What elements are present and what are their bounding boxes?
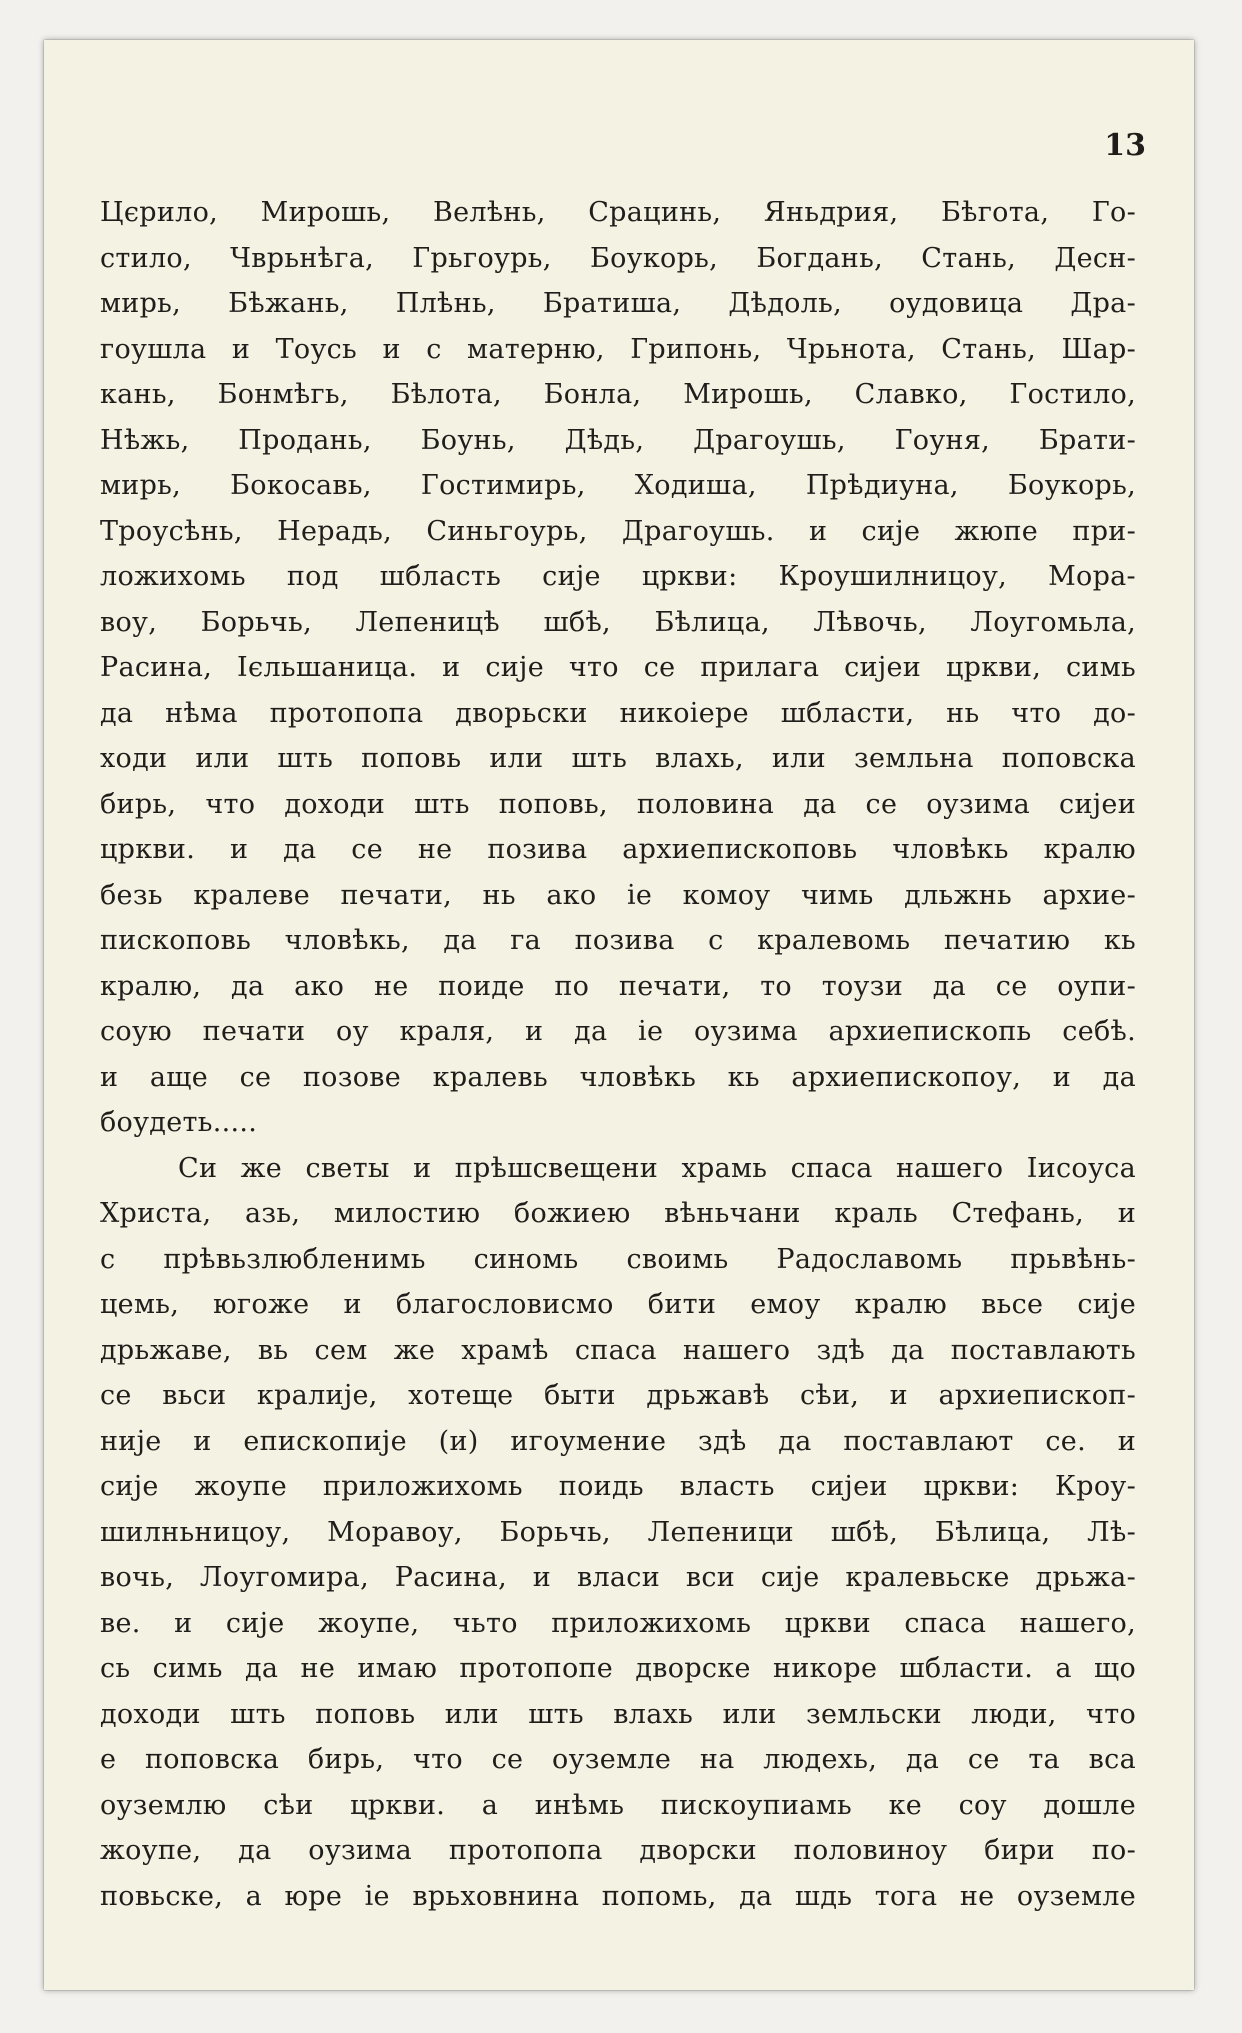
text-line: сь симь да не имаю протопопе дворске никоре шбласти. а що: [100, 1653, 1136, 1684]
text-line: није и епископије (и) игоумение здѣ да поставлают се. и: [100, 1425, 1136, 1457]
text-line: мирь, Бѣжань, Плѣнь, Братиша, Дѣдоль, оудовица Дра-: [100, 288, 1136, 319]
text-line: доходи шть поповь или шть влахь или земльски люди, что: [100, 1698, 1136, 1730]
text-line: кралю, да ако не поиде по печати, то тоузи да се оупи-: [100, 970, 1136, 1002]
document-page: [44, 40, 1194, 1990]
text-line: Расина, Ієльшаница. и сије что се прилага сијеи цркви, симь: [100, 652, 1136, 683]
text-line: Христа, азь, милостию божиею вѣньчани краль Стефань, и: [100, 1198, 1136, 1229]
text-line: оуземлю сѣи цркви. а инѣмь пискоупиамь ке соу дошле: [100, 1789, 1136, 1821]
text-line: ходи или шть поповь или шть влахь, или земльна поповска: [100, 743, 1136, 774]
text-line: кань, Бонмѣгь, Бѣлота, Бонла, Мирошь, Славко, Гостило,: [100, 379, 1136, 410]
text-line: бирь, что доходи шть поповь, половина да се оузима сијеи: [100, 788, 1136, 820]
text-line: мирь, Бокосавь, Гостимирь, Ходиша, Прѣдиуна, Боукорь,: [100, 470, 1136, 501]
text-line: повьске, а юре іе врьховнина попомь, да шдь тога не оуземле: [100, 1880, 1136, 1912]
text-line: с прѣвьзлюбленимь синомь своимь Радославомь прьвѣнь-: [100, 1243, 1136, 1275]
text-line: жоупе, да оузима протопопа дворски половиноу бири по-: [100, 1835, 1136, 1866]
text-line: стило, Чврьнѣга, Грьгоурь, Боукорь, Богдань, Стань, Десн-: [100, 242, 1136, 274]
text-line: соую печати оу краля, и да іе оузима архиепископь себѣ.: [100, 1016, 1136, 1047]
text-line: и аще се позове кралевь чловѣкь кь архиепископоу, и да: [100, 1061, 1136, 1093]
text-line: гоушла и Тоусь и с матерню, Грипонь, Чрьнота, Стань, Шар-: [100, 333, 1136, 365]
body-text: [100, 190, 1136, 1919]
text-line: цемь, югоже и благословисмо бити емоу кралю вьсе сије: [100, 1289, 1136, 1320]
text-line: пископовь чловѣкь, да га позива с кралевомь печатию кь: [100, 925, 1136, 956]
text-line: Нѣжь, Продань, Боунь, Дѣдь, Драгоушь, Гоуня, Брати-: [100, 424, 1136, 456]
text-line: безь кралеве печати, нь ако іе комоу чимь дльжнь архие-: [100, 879, 1136, 911]
text-line: дрьжаве, вь сем же храмѣ спаса нашего здѣ да поставлають: [100, 1334, 1136, 1366]
text-line: боудеть.....: [100, 1107, 258, 1138]
text-line: е поповска бирь, что се оуземле на людехь, да се та вса: [100, 1744, 1136, 1775]
text-line: цркви. и да се не позива архиепископовь чловѣкь кралю: [100, 834, 1136, 865]
text-line: ве. и сије жоупе, чьто приложихомь цркви спаса нашего,: [100, 1607, 1136, 1639]
text-line: Троусѣнь, Нерадь, Синьгоурь, Драгоушь. и сије жюпе при-: [100, 515, 1136, 547]
text-line: шилньницоу, Моравоу, Борьчь, Лепеници шбѣ, Бѣлица, Лѣ-: [100, 1516, 1136, 1548]
text-line: вочь, Лоугомира, Расина, и власи вси сије кралевьске дрьжа-: [100, 1562, 1136, 1593]
page-number: 13: [1104, 128, 1146, 163]
text-line: да нѣма протопопа дворьски никоіере шбласти, нь что до-: [100, 697, 1136, 729]
text-line: Цєрило, Мирошь, Велѣнь, Срацинь, Яньдрия, Бѣгота, Го-: [100, 197, 1136, 228]
text-line: се вьси кралије, хотеще быти дрьжавѣ сѣи, и архиепископ-: [100, 1380, 1136, 1411]
paragraph-first-line: Си же светы и прѣшсвещени храмь спаса нашего Іисоуса: [178, 1152, 1136, 1184]
text-line: сије жоупе приложихомь поидь власть сијеи цркви: Кроу-: [100, 1471, 1136, 1502]
text-line: воу, Борьчь, Лепеницѣ шбѣ, Бѣлица, Лѣвочь, Лоугомьла,: [100, 606, 1136, 638]
text-line: ложихомь под шбласть сије цркви: Кроушилницоу, Мора-: [100, 561, 1136, 592]
